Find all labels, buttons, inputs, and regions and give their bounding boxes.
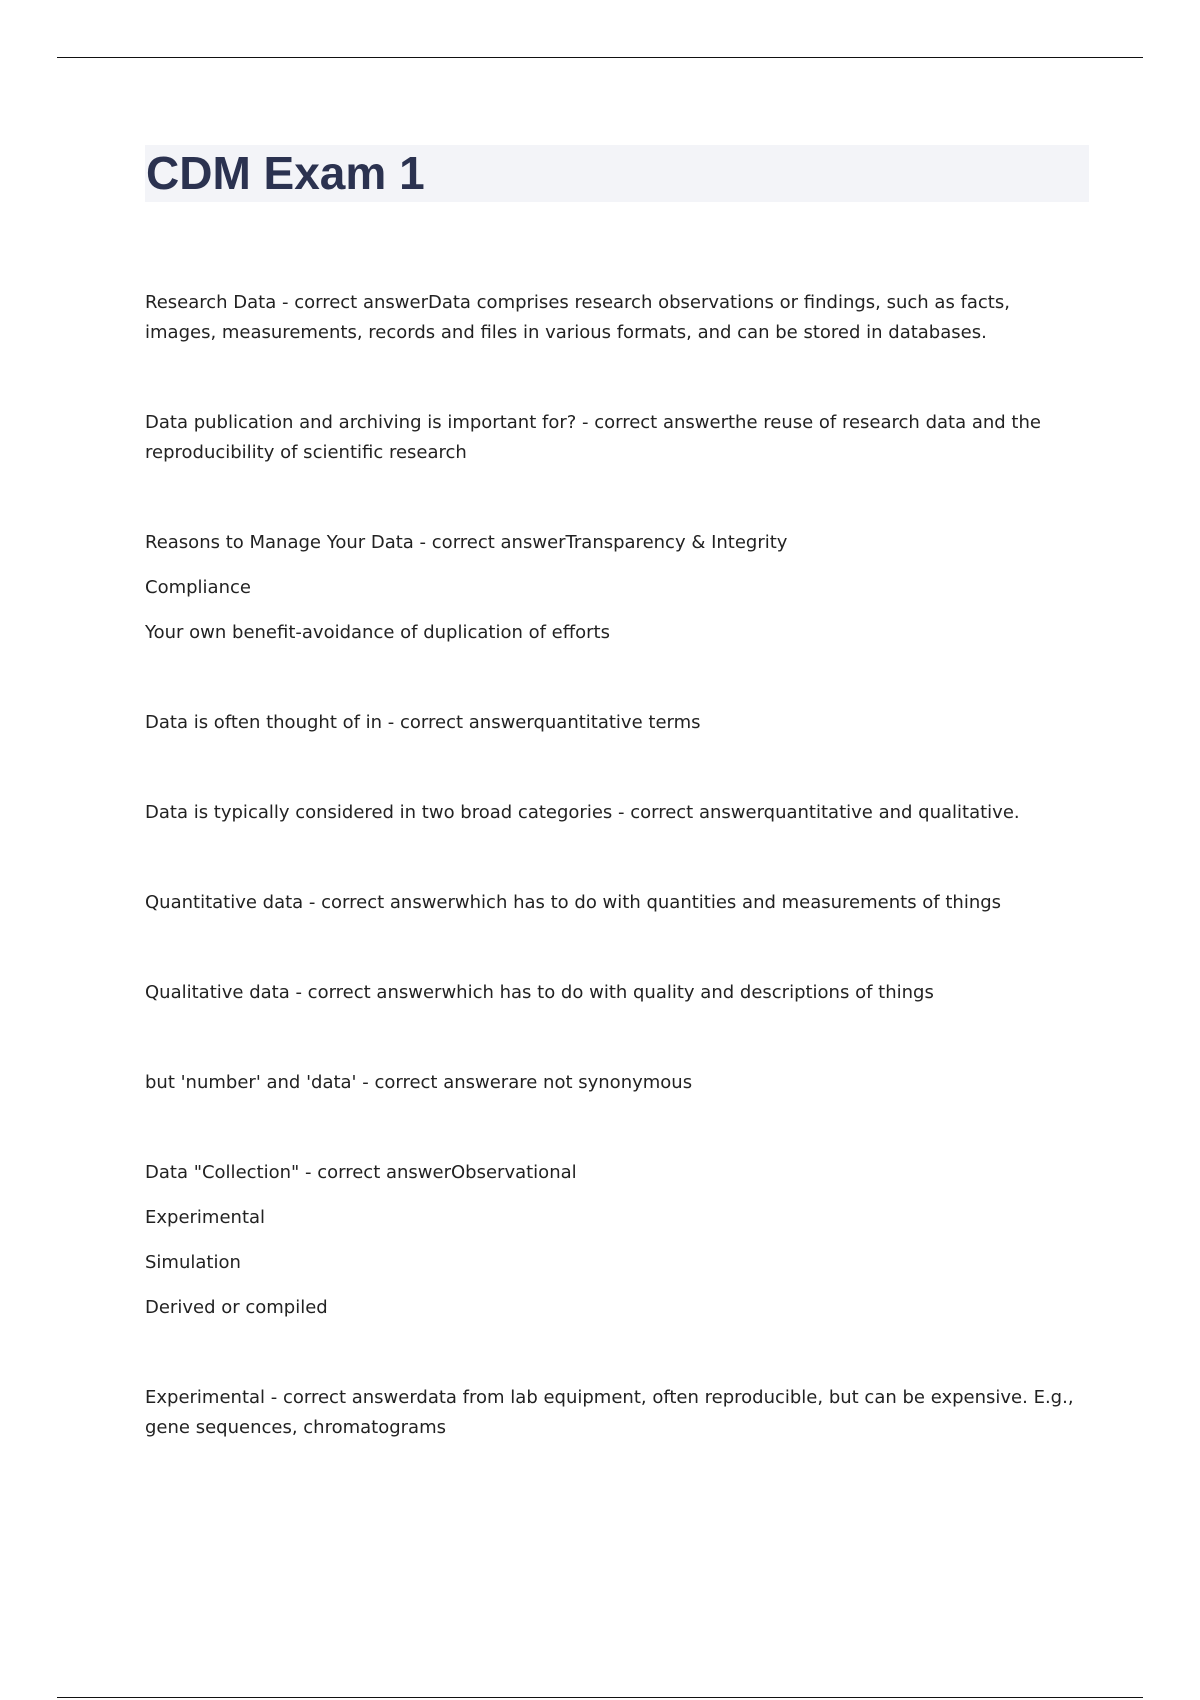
page-title: CDM Exam 1 (146, 147, 425, 199)
bottom-rule (57, 1697, 1143, 1698)
qa-text: Quantitative data - correct answerwhich has to do with quantities and measurements of things (145, 892, 1002, 913)
qa-text: but 'number' and 'data' - correct answerare not synonymous (145, 1072, 693, 1093)
document-body (145, 288, 1085, 1503)
qa-answer-line: Experimental (145, 1207, 266, 1228)
qa-entry (145, 708, 1085, 738)
qa-text: Data publication and archiving is important for? - correct answerthe reuse of research data and the reproducibility of scientific research (145, 412, 1041, 463)
qa-entry (145, 408, 1085, 468)
qa-entry (145, 1383, 1085, 1443)
qa-entry (145, 528, 1085, 648)
qa-text: Experimental - correct answerdata from lab equipment, often reproducible, but can be expensive. E.g., gene sequences, chromatograms (145, 1387, 1074, 1438)
qa-answer-line: Compliance (145, 577, 251, 598)
top-rule (57, 57, 1143, 58)
qa-entry (145, 798, 1085, 828)
qa-text: Research Data - correct answerData comprises research observations or findings, such as facts, images, measurements, records and files in various formats, and can be stored in databases. (145, 292, 1010, 343)
qa-entry (145, 1068, 1085, 1098)
qa-text: Data is typically considered in two broad categories - correct answerquantitative and qualitative. (145, 802, 1020, 823)
qa-entry (145, 978, 1085, 1008)
qa-entry (145, 288, 1085, 348)
qa-text: Data is often thought of in - correct answerquantitative terms (145, 712, 701, 733)
qa-answer-line: Your own benefit-avoidance of duplication of efforts (145, 622, 610, 643)
qa-text: Reasons to Manage Your Data - correct answerTransparency & Integrity (145, 532, 788, 553)
qa-entry (145, 1158, 1085, 1323)
qa-entry (145, 888, 1085, 918)
qa-answer-line: Derived or compiled (145, 1297, 328, 1318)
qa-answer-line: Simulation (145, 1252, 241, 1273)
qa-text: Qualitative data - correct answerwhich has to do with quality and descriptions of things (145, 982, 934, 1003)
qa-text: Data "Collection" - correct answerObservational (145, 1162, 577, 1183)
